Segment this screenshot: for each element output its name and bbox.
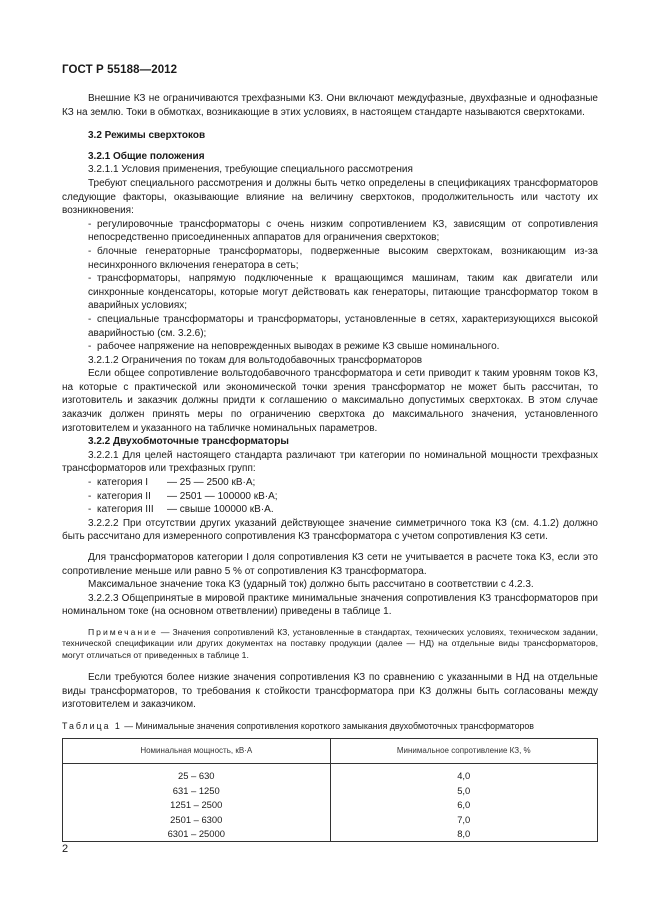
category-item: - категория II — 2501 — 100000 кВ·А; xyxy=(88,490,278,502)
table-caption-label: Таблица 1 xyxy=(62,720,122,731)
section-3-2-title: 3.2 Режимы сверхтоков xyxy=(88,130,206,142)
section-3-2-2-2-text: 3.2.2.2 При отсутствии других указаний действующее значение симметричного тока КЗ (см. 4.1.2) должно быть рассчитано для измеренного сопротивления КЗ трансформатора с учетом сопротивления КЗ сети. xyxy=(62,517,598,543)
section-3-2-2-3-text: 3.2.2.3 Общепринятые в мировой практике минимальные значения сопротивления КЗ трансформаторов при номинальном токе (на основном ответвлении) приведены в таблице 1. xyxy=(62,592,598,618)
section-3-2-1-2-text: Если общее сопротивление вольтодобавочного трансформатора и сети приводит к таким уровням токов КЗ, на которые с практической или экономической точки зрения трансформатор не может быть рассчитан, то изготовитель и заказчик должны придти к соглашению о максимально допустимых сверхтоках. В этом случае заказчик должен принять меры по ограничению сверхтока до максимального значения, установленного изготовителем и указанного на табличке номинальных параметров. xyxy=(62,368,598,434)
category-item: - категория I — 25 — 2500 кВ·А; xyxy=(88,477,256,489)
note-paragraph: Примечание — Значения сопротивлений КЗ, установленные в стандартах, технических условиях, техническом задании, технической спецификации или других документах на поставку продукции (далее — НД) на отдельные виды трансформаторов, могут отличаться от приведенных в таблице 1. xyxy=(62,626,598,660)
section-3-2-2-1-text: 3.2.2.1 Для целей настоящего стандарта различают три категории по номинальной мощности трехфазных трансформаторов или трехфазных групп: xyxy=(62,449,598,475)
table-row xyxy=(63,812,598,827)
list-item: - регулировочные трансформаторы с очень низким сопротивлением КЗ, зависящим от сопротивления непосредственно присоединенных аппаратов для ограничения сверхтоков; xyxy=(88,218,598,244)
note-label: Примечание xyxy=(88,626,158,637)
table-cell-resistance: 5,0 xyxy=(330,783,598,798)
table-cell-power: 2501 – 6300 xyxy=(63,812,331,827)
table-row xyxy=(63,763,598,783)
category-item: - категория III — свыше 100000 кВ·А. xyxy=(88,504,274,516)
list-item: - специальные трансформаторы и трансформаторы, установленные в сетях, характеризующихся высокой аварийностью (см. 3.2.6); xyxy=(88,313,598,339)
table-cell-resistance: 6,0 xyxy=(330,798,598,813)
table-header-resistance: Минимальное сопротивление КЗ, % xyxy=(330,738,598,763)
section-3-2-1-1-text: Требуют специального рассмотрения и должны быть четко определены в спецификациях трансформаторов следующие факторы, оказывающие влияние на величину сверхтоков, продолжительность или частоту их возникновения: xyxy=(62,177,598,217)
table-row xyxy=(63,827,598,842)
document-header: ГОСТ Р 55188—2012 xyxy=(62,64,178,76)
table-cell-resistance: 8,0 xyxy=(330,827,598,842)
section-3-2-2-title: 3.2.2 Двухобмоточные трансформаторы xyxy=(88,436,289,448)
table-header-power: Номинальная мощность, кВ·А xyxy=(63,738,331,763)
table-cell-resistance: 4,0 xyxy=(330,763,598,783)
section-3-2-1-2-title: 3.2.1.2 Ограничения по токам для вольтодобавочных трансформаторов xyxy=(88,354,423,366)
table-row xyxy=(63,798,598,813)
table-cell-power: 1251 – 2500 xyxy=(63,798,331,813)
table-row xyxy=(63,783,598,798)
resistance-table xyxy=(62,738,598,843)
list-item: - трансформаторы, напрямую подключенные к вращающимся машинам, таким как двигатели или синхронные конденсаторы, которые могут действовать как генераторы, питающие трансформатор током в аварийных условиях; xyxy=(88,273,598,312)
section-3-2-1-1-title: 3.2.1.1 Условия применения, требующие специального рассмотрения xyxy=(88,164,413,176)
table-cell-power: 631 – 1250 xyxy=(63,783,331,798)
page-number: 2 xyxy=(62,843,69,855)
table-cell-power: 6301 – 25000 xyxy=(63,827,331,842)
table-caption: Таблица 1 — Минимальные значения сопротивления короткого замыкания двухобмоточных трансформаторов xyxy=(62,720,534,731)
document-body xyxy=(62,92,598,842)
section-3-2-1-title: 3.2.1 Общие положения xyxy=(88,150,205,162)
intro-paragraph: Внешние КЗ не ограничиваются трехфазными КЗ. Они включают междуфазные, двухфазные и однофазные КЗ на землю. Токи в обмотках, возникающие в этих условиях, в настоящем стандарте называются сверхтоками. xyxy=(62,93,598,118)
lower-resistance-paragraph: Если требуются более низкие значения сопротивления КЗ по сравнению с указанными в НД на отдельные виды трансформаторов, то требования к стойкости трансформатора при КЗ должны быть согласованы между изготовителем и заказчиком. xyxy=(62,672,598,711)
list-item: - блочные генераторные трансформаторы, подверженные высоким сверхтокам, возникающим из-за несинхронного включения генератора в сеть; xyxy=(88,245,598,271)
table-cell-resistance: 7,0 xyxy=(330,812,598,827)
table-cell-power: 25 – 630 xyxy=(63,763,331,783)
list-item: - рабочее напряжение на неповрежденных выводах в режиме КЗ свыше номинального. xyxy=(88,341,500,353)
category-1-paragraph: Для трансформаторов категории I доля сопротивления КЗ сети не учитывается в расчете тока КЗ, если это сопротивление меньше или равно 5 % от сопротивления КЗ трансформатора. xyxy=(62,552,598,577)
max-current-paragraph: Максимальное значение тока КЗ (ударный ток) должно быть рассчитано в соответствии с 4.2.3. xyxy=(88,579,534,591)
